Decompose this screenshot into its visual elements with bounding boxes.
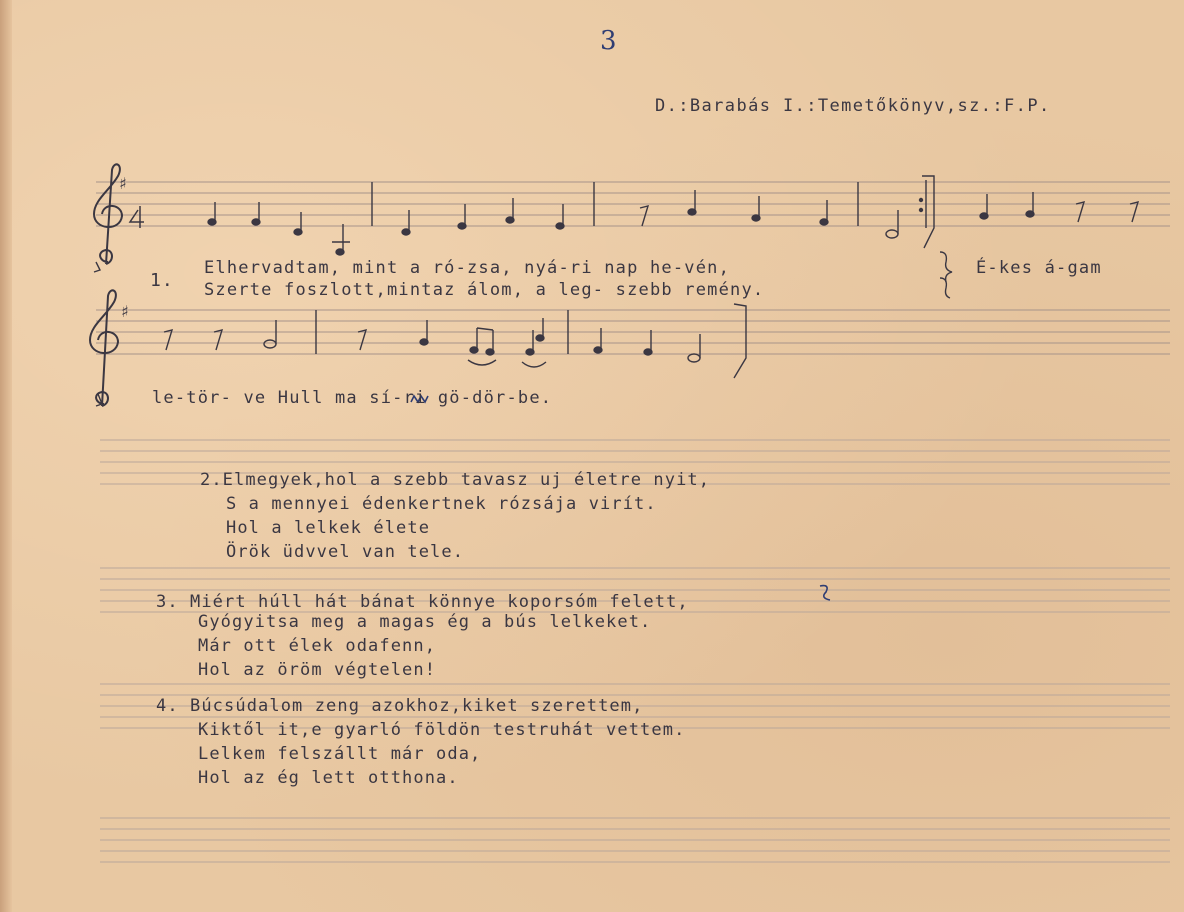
verse-number: 1. (150, 270, 174, 291)
stanza-line: Hol a lelkek élete (226, 518, 431, 538)
sharp-icon: ♯ (121, 302, 129, 321)
staff-lines-system-2 (96, 310, 1170, 354)
stanza-line: S a mennyei édenkertnek rózsája virít. (226, 494, 657, 514)
notes-system-2 (164, 304, 746, 378)
stanza-line: Már ott élek odafenn, (198, 636, 437, 656)
stanza-line: Búcsúdalom zeng azokhoz,kiket szerettem, (190, 696, 644, 716)
stanza-3-line-1 (156, 592, 689, 612)
song-credit: D.:Barabás I.:Temetőkönyv,sz.:F.P. (655, 96, 1051, 116)
lyrics-line: Elhervadtam, mint a ró-zsa, nyá-ri nap he-vén, (204, 258, 731, 278)
stanza-number: 2. (200, 470, 223, 490)
stanza-4-line-1 (156, 696, 643, 716)
stanza-line: Miért húll hát bánat könnye koporsóm felett, (190, 592, 689, 612)
stanza-line: Kiktől it,e gyarló földön testruhát vettem. (198, 720, 686, 740)
stanza-2-line-1 (200, 470, 710, 490)
lyrics-refrain: É-kes á-gam (976, 258, 1102, 278)
sharp-icon: ♯ (119, 174, 127, 193)
treble-clef-icon (94, 164, 122, 264)
verse-brace (940, 252, 952, 298)
stanza-line: Hol az ég lett otthona. (198, 768, 459, 788)
stanza-number: 4. (156, 696, 179, 716)
time-signature (130, 206, 144, 228)
stanza-line: Örök üdvvel van tele. (226, 542, 465, 562)
stanza-line: Elmegyek,hol a szebb tavasz uj életre nyit, (222, 470, 711, 490)
stanza-number: 3. (156, 592, 179, 612)
lyrics-line: Szerte foszlott,mintaz álom, a leg- szebb remény. (204, 280, 765, 300)
stanza-line: Hol az öröm végtelen! (198, 660, 437, 680)
stanza-line: Lelkem felszállt már oda, (198, 744, 482, 764)
stanza-line: Gyógyitsa meg a magas ég a bús lelkeket. (198, 612, 652, 632)
page-number: 3 (600, 26, 617, 56)
treble-clef-icon (90, 290, 118, 406)
lyrics-line: le-tör- ve Hull ma sí-ri gö-dör-be. (152, 388, 553, 408)
